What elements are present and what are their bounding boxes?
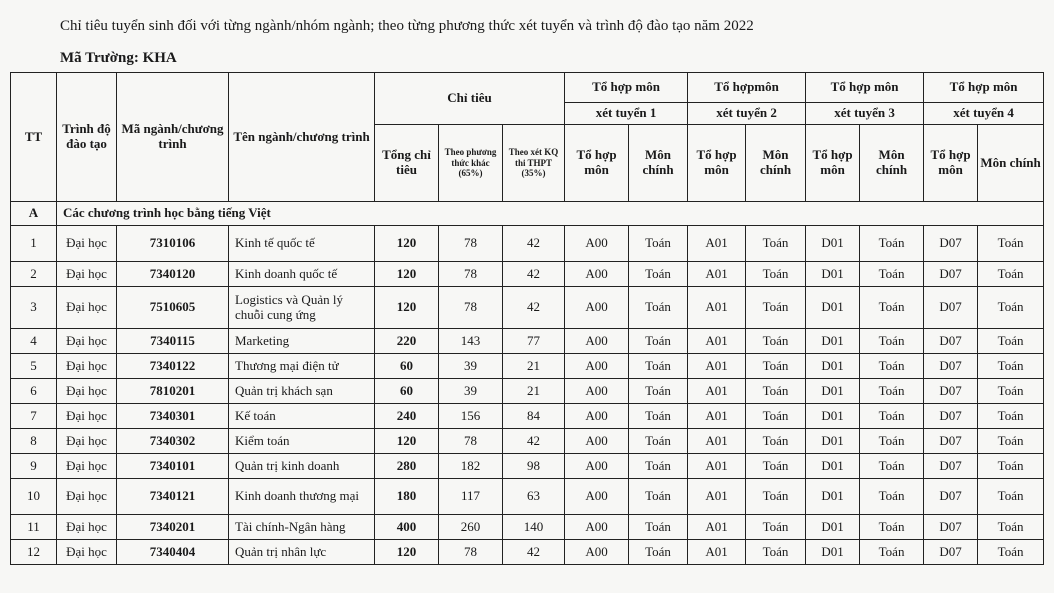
cell-main4: Toán <box>978 454 1044 479</box>
table-row <box>11 379 1044 404</box>
cell-level: Đại học <box>57 226 117 262</box>
cell-main3: Toán <box>860 226 924 262</box>
cell-code: 7340301 <box>117 404 229 429</box>
cell-main2: Toán <box>746 379 806 404</box>
cell-main3: Toán <box>860 287 924 329</box>
cell-thpt: 42 <box>503 226 565 262</box>
header-combo4-subject: Tổ hợp môn <box>924 125 978 202</box>
cell-main4: Toán <box>978 404 1044 429</box>
cell-total: 240 <box>375 404 439 429</box>
cell-combo4: D07 <box>924 404 978 429</box>
cell-other: 143 <box>439 329 503 354</box>
cell-code: 7340115 <box>117 329 229 354</box>
cell-combo1: A00 <box>565 404 629 429</box>
header-combo2-subject: Tổ hợp môn <box>688 125 746 202</box>
cell-main3: Toán <box>860 404 924 429</box>
cell-code: 7310106 <box>117 226 229 262</box>
cell-thpt: 21 <box>503 354 565 379</box>
cell-level: Đại học <box>57 379 117 404</box>
cell-combo4: D07 <box>924 540 978 565</box>
cell-combo3: D01 <box>806 404 860 429</box>
cell-combo3: D01 <box>806 354 860 379</box>
cell-total: 120 <box>375 226 439 262</box>
cell-other: 78 <box>439 429 503 454</box>
cell-other: 78 <box>439 226 503 262</box>
cell-main2: Toán <box>746 429 806 454</box>
header-combo3-sub: xét tuyển 3 <box>806 103 924 125</box>
header-combo2-main: Môn chính <box>746 125 806 202</box>
cell-main2: Toán <box>746 354 806 379</box>
section-label: A <box>11 202 57 226</box>
header-combo1-sub: xét tuyển 1 <box>565 103 688 125</box>
cell-combo4: D07 <box>924 379 978 404</box>
cell-tt: 12 <box>11 540 57 565</box>
cell-combo2: A01 <box>688 262 746 287</box>
cell-combo2: A01 <box>688 479 746 515</box>
header-combo3-subject: Tổ hợp môn <box>806 125 860 202</box>
cell-combo1: A00 <box>565 540 629 565</box>
cell-main3: Toán <box>860 515 924 540</box>
school-code: Mã Trường: KHA <box>60 50 177 66</box>
cell-code: 7340404 <box>117 540 229 565</box>
cell-tt: 11 <box>11 515 57 540</box>
cell-main4: Toán <box>978 262 1044 287</box>
cell-code: 7340120 <box>117 262 229 287</box>
cell-name: Kinh doanh thương mại <box>229 479 375 515</box>
cell-total: 60 <box>375 354 439 379</box>
header-combo4-main: Môn chính <box>978 125 1044 202</box>
cell-combo4: D07 <box>924 454 978 479</box>
cell-main3: Toán <box>860 454 924 479</box>
cell-main1: Toán <box>629 354 688 379</box>
cell-main4: Toán <box>978 287 1044 329</box>
cell-main3: Toán <box>860 262 924 287</box>
cell-name: Quản trị kinh doanh <box>229 454 375 479</box>
cell-other: 117 <box>439 479 503 515</box>
cell-combo2: A01 <box>688 404 746 429</box>
cell-combo3: D01 <box>806 379 860 404</box>
cell-combo3: D01 <box>806 226 860 262</box>
cell-main1: Toán <box>629 429 688 454</box>
cell-main1: Toán <box>629 454 688 479</box>
cell-name: Tài chính-Ngân hàng <box>229 515 375 540</box>
cell-combo4: D07 <box>924 429 978 454</box>
cell-combo1: A00 <box>565 429 629 454</box>
cell-combo4: D07 <box>924 287 978 329</box>
cell-other: 260 <box>439 515 503 540</box>
document-caption: Chỉ tiêu tuyển sinh đối với từng ngành/nhóm ngành; theo từng phương thức xét tuyển và trình độ đào tạo năm 2022 <box>60 18 754 34</box>
cell-other: 182 <box>439 454 503 479</box>
cell-combo1: A00 <box>565 454 629 479</box>
cell-combo1: A00 <box>565 329 629 354</box>
cell-combo2: A01 <box>688 540 746 565</box>
cell-main3: Toán <box>860 479 924 515</box>
cell-combo3: D01 <box>806 262 860 287</box>
cell-level: Đại học <box>57 479 117 515</box>
header-combo2: Tổ hợpmôn <box>688 73 806 103</box>
table-row <box>11 226 1044 262</box>
cell-combo2: A01 <box>688 287 746 329</box>
cell-name: Kế toán <box>229 404 375 429</box>
cell-level: Đại học <box>57 429 117 454</box>
cell-total: 120 <box>375 287 439 329</box>
cell-main1: Toán <box>629 479 688 515</box>
cell-combo2: A01 <box>688 454 746 479</box>
cell-total: 180 <box>375 479 439 515</box>
cell-combo1: A00 <box>565 479 629 515</box>
header-combo3: Tổ hợp môn <box>806 73 924 103</box>
cell-combo1: A00 <box>565 226 629 262</box>
cell-combo2: A01 <box>688 226 746 262</box>
cell-thpt: 42 <box>503 262 565 287</box>
table-row <box>11 404 1044 429</box>
cell-combo4: D07 <box>924 329 978 354</box>
cell-main2: Toán <box>746 540 806 565</box>
cell-combo2: A01 <box>688 354 746 379</box>
cell-main2: Toán <box>746 454 806 479</box>
header-combo1-main: Môn chính <box>629 125 688 202</box>
cell-total: 220 <box>375 329 439 354</box>
table-row <box>11 262 1044 287</box>
cell-other: 156 <box>439 404 503 429</box>
cell-main4: Toán <box>978 429 1044 454</box>
cell-total: 120 <box>375 540 439 565</box>
cell-main3: Toán <box>860 354 924 379</box>
cell-code: 7340101 <box>117 454 229 479</box>
table-row <box>11 479 1044 515</box>
table-row <box>11 354 1044 379</box>
header-combo4: Tổ hợp môn <box>924 73 1044 103</box>
cell-combo3: D01 <box>806 287 860 329</box>
cell-main4: Toán <box>978 515 1044 540</box>
cell-level: Đại học <box>57 404 117 429</box>
cell-combo3: D01 <box>806 540 860 565</box>
admission-quota-table <box>10 72 1044 565</box>
cell-combo1: A00 <box>565 262 629 287</box>
cell-combo2: A01 <box>688 379 746 404</box>
cell-level: Đại học <box>57 329 117 354</box>
header-combo1-subject: Tổ hợp môn <box>565 125 629 202</box>
cell-name: Quản trị nhân lực <box>229 540 375 565</box>
cell-main1: Toán <box>629 515 688 540</box>
header-quota-total: Tổng chỉ tiêu <box>375 125 439 202</box>
cell-combo4: D07 <box>924 262 978 287</box>
cell-combo1: A00 <box>565 379 629 404</box>
cell-main1: Toán <box>629 226 688 262</box>
cell-level: Đại học <box>57 262 117 287</box>
table-row <box>11 454 1044 479</box>
cell-main3: Toán <box>860 329 924 354</box>
cell-level: Đại học <box>57 540 117 565</box>
header-tt: TT <box>11 73 57 202</box>
cell-tt: 3 <box>11 287 57 329</box>
cell-tt: 2 <box>11 262 57 287</box>
cell-thpt: 84 <box>503 404 565 429</box>
cell-main4: Toán <box>978 540 1044 565</box>
cell-name: Marketing <box>229 329 375 354</box>
section-title: Các chương trình học bằng tiếng Việt <box>57 202 1044 226</box>
cell-main4: Toán <box>978 379 1044 404</box>
cell-combo1: A00 <box>565 287 629 329</box>
cell-main4: Toán <box>978 226 1044 262</box>
cell-combo2: A01 <box>688 515 746 540</box>
cell-thpt: 140 <box>503 515 565 540</box>
cell-other: 78 <box>439 262 503 287</box>
cell-combo2: A01 <box>688 329 746 354</box>
cell-tt: 9 <box>11 454 57 479</box>
cell-main2: Toán <box>746 404 806 429</box>
cell-code: 7810201 <box>117 379 229 404</box>
cell-combo4: D07 <box>924 479 978 515</box>
table-row <box>11 540 1044 565</box>
cell-thpt: 63 <box>503 479 565 515</box>
cell-code: 7340201 <box>117 515 229 540</box>
cell-main4: Toán <box>978 479 1044 515</box>
cell-name: Logistics và Quản lý chuỗi cung ứng <box>229 287 375 329</box>
cell-combo4: D07 <box>924 226 978 262</box>
cell-name: Quản trị khách sạn <box>229 379 375 404</box>
cell-code: 7340121 <box>117 479 229 515</box>
table-row <box>11 287 1044 329</box>
cell-main2: Toán <box>746 287 806 329</box>
cell-tt: 10 <box>11 479 57 515</box>
cell-combo2: A01 <box>688 429 746 454</box>
cell-thpt: 42 <box>503 287 565 329</box>
cell-main3: Toán <box>860 379 924 404</box>
cell-code: 7340122 <box>117 354 229 379</box>
cell-total: 400 <box>375 515 439 540</box>
cell-thpt: 42 <box>503 540 565 565</box>
header-combo2-sub: xét tuyển 2 <box>688 103 806 125</box>
table-row <box>11 329 1044 354</box>
cell-tt: 8 <box>11 429 57 454</box>
cell-level: Đại học <box>57 515 117 540</box>
cell-combo1: A00 <box>565 354 629 379</box>
cell-tt: 6 <box>11 379 57 404</box>
cell-main1: Toán <box>629 404 688 429</box>
cell-combo4: D07 <box>924 354 978 379</box>
section-row <box>11 202 1044 226</box>
cell-main1: Toán <box>629 329 688 354</box>
header-name: Tên ngành/chương trình <box>229 73 375 202</box>
cell-name: Kiểm toán <box>229 429 375 454</box>
header-combo4-sub: xét tuyển 4 <box>924 103 1044 125</box>
cell-combo1: A00 <box>565 515 629 540</box>
cell-main2: Toán <box>746 262 806 287</box>
header-quota: Chỉ tiêu <box>375 73 565 125</box>
cell-total: 120 <box>375 429 439 454</box>
cell-level: Đại học <box>57 287 117 329</box>
cell-main2: Toán <box>746 329 806 354</box>
cell-thpt: 21 <box>503 379 565 404</box>
header-code: Mã ngành/chương trình <box>117 73 229 202</box>
cell-main4: Toán <box>978 354 1044 379</box>
cell-main3: Toán <box>860 429 924 454</box>
header-combo1: Tổ hợp môn <box>565 73 688 103</box>
cell-code: 7340302 <box>117 429 229 454</box>
cell-main2: Toán <box>746 515 806 540</box>
cell-thpt: 98 <box>503 454 565 479</box>
cell-total: 60 <box>375 379 439 404</box>
cell-main2: Toán <box>746 479 806 515</box>
cell-main1: Toán <box>629 262 688 287</box>
cell-thpt: 42 <box>503 429 565 454</box>
cell-total: 280 <box>375 454 439 479</box>
cell-combo3: D01 <box>806 479 860 515</box>
cell-thpt: 77 <box>503 329 565 354</box>
cell-other: 78 <box>439 287 503 329</box>
cell-tt: 5 <box>11 354 57 379</box>
cell-total: 120 <box>375 262 439 287</box>
header-combo3-main: Môn chính <box>860 125 924 202</box>
cell-main3: Toán <box>860 540 924 565</box>
cell-tt: 1 <box>11 226 57 262</box>
cell-combo3: D01 <box>806 515 860 540</box>
cell-name: Kinh doanh quốc tế <box>229 262 375 287</box>
cell-name: Thương mại điện tử <box>229 354 375 379</box>
cell-other: 39 <box>439 379 503 404</box>
cell-combo4: D07 <box>924 515 978 540</box>
cell-level: Đại học <box>57 454 117 479</box>
cell-other: 78 <box>439 540 503 565</box>
header-quota-thpt: Theo xét KQ thi THPT (35%) <box>503 125 565 202</box>
cell-combo3: D01 <box>806 454 860 479</box>
cell-tt: 4 <box>11 329 57 354</box>
cell-combo3: D01 <box>806 329 860 354</box>
header-quota-other: Theo phương thức khác (65%) <box>439 125 503 202</box>
cell-main1: Toán <box>629 287 688 329</box>
cell-main1: Toán <box>629 379 688 404</box>
table-row <box>11 515 1044 540</box>
table-row <box>11 429 1044 454</box>
cell-combo3: D01 <box>806 429 860 454</box>
header-level: Trình độ đào tạo <box>57 73 117 202</box>
cell-other: 39 <box>439 354 503 379</box>
cell-main1: Toán <box>629 540 688 565</box>
cell-main2: Toán <box>746 226 806 262</box>
cell-main4: Toán <box>978 329 1044 354</box>
cell-code: 7510605 <box>117 287 229 329</box>
cell-name: Kinh tế quốc tế <box>229 226 375 262</box>
cell-level: Đại học <box>57 354 117 379</box>
cell-tt: 7 <box>11 404 57 429</box>
